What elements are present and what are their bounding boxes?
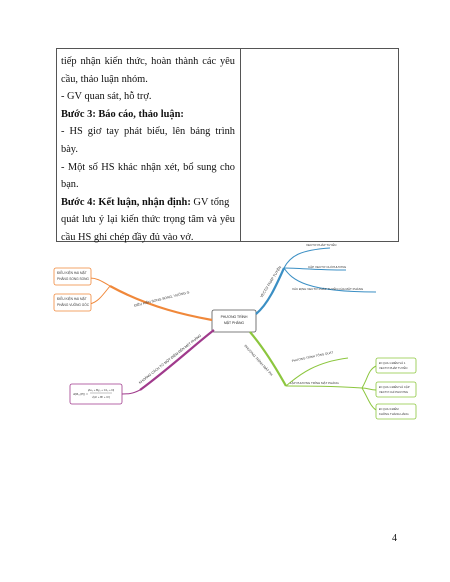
text-line: bày. xyxy=(61,143,78,155)
text-line: cầu HS ghi chép đầy đủ vào vở. xyxy=(61,231,194,243)
step-4-heading xyxy=(61,194,235,212)
leaf-label: ĐI QUA 3 ĐIỂM xyxy=(379,407,399,411)
branch-plane-equation xyxy=(243,332,416,419)
text-line: - HS giơ tay phát biểu, lên bảng trình xyxy=(61,126,235,138)
leaf-label: PHẲNG VUÔNG GÓC xyxy=(57,303,90,307)
leaf-label: PHẲNG SONG SONG xyxy=(57,277,89,281)
sub-branch-label: LẬP PHƯƠNG TRÌNH MẶT PHẲNG xyxy=(290,381,339,385)
step-4-label: Bước 4: Kết luận, nhận định: xyxy=(61,196,191,208)
center-label-line2: MẶT PHẲNG xyxy=(223,321,245,325)
text-line: tiếp nhận kiến thức, hoàn thành các yêu xyxy=(61,56,235,67)
teacher-activity-cell xyxy=(61,53,235,247)
leaf-label: ĐI QUA 1 ĐIỂM VÀ CẶP xyxy=(379,385,410,389)
page-number: 4 xyxy=(392,533,397,544)
branch-label: VECTƠ PHÁP TUYẾN xyxy=(259,265,283,299)
branch-label: KHOẢNG CÁCH TỪ MỘT ĐIỂM ĐẾN MẶT PHẲNG xyxy=(138,333,203,385)
mindmap xyxy=(0,238,450,478)
text-line: cầu, thảo luận nhóm. xyxy=(61,73,148,85)
formula-lhs: d(M₀,(P)) = xyxy=(73,392,88,396)
formula-denominator: √(A² + B² + C²) xyxy=(91,395,111,399)
branch-label: PHƯƠNG TRÌNH MẶT PH xyxy=(243,343,274,377)
lesson-table xyxy=(56,48,399,242)
step-3-label: Bước 3: Báo cáo, thảo luận: xyxy=(61,108,184,120)
formula-numerator: |Ax₀ + By₀ + Cz₀ + D| xyxy=(87,388,115,392)
branch-normal-vector xyxy=(256,242,376,314)
branch-parallel-perpendicular xyxy=(54,268,212,320)
text-line: - Một số HS khác nhận xét, bổ sung cho xyxy=(61,161,235,173)
leaf-label: VECTƠ PHÁP TUYẾN xyxy=(379,366,408,370)
leaf-label: VECTƠ CHỈ PHƯƠNG xyxy=(379,390,409,394)
leaf-label: XÁC ĐỊNH VECTƠ PHÁP TUYẾN CỦA MẶT PHẲNG xyxy=(292,287,364,291)
leaf-label: ĐI QUA 1 ĐIỂM VÀ 1 xyxy=(379,361,406,365)
sub-branch-label: PHƯƠNG TRÌNH TỔNG QUÁT xyxy=(291,350,334,363)
text-line: quát lưu ý lại kiến thức trọng tâm và yêu xyxy=(61,214,235,226)
center-node xyxy=(212,310,256,332)
leaf-label: ĐIỀU KIỆN HAI MẶT xyxy=(57,297,87,301)
center-label-line1: PHƯƠNG TRÌNH xyxy=(220,315,248,319)
leaf-label: KHÔNG THẲNG HÀNG xyxy=(379,412,409,416)
leaf-label: CẶP VECTƠ CHỈ PHƯƠNG xyxy=(308,265,347,269)
column-divider xyxy=(240,49,241,241)
text-line: bạn. xyxy=(61,179,79,191)
branch-label: ĐIỀU KIỆN SONG SONG, VUÔNG G xyxy=(133,290,190,308)
leaf-label: VECTƠ PHÁP TUYẾN xyxy=(306,243,337,247)
step-4-tail: GV tổng xyxy=(190,196,230,208)
leaf-label: ĐIỀU KIỆN HAI MẶT xyxy=(57,271,87,275)
step-3-heading xyxy=(61,106,235,124)
text-line: - GV quan sát, hỗ trợ. xyxy=(61,91,152,103)
branch-point-plane-distance xyxy=(70,330,214,404)
